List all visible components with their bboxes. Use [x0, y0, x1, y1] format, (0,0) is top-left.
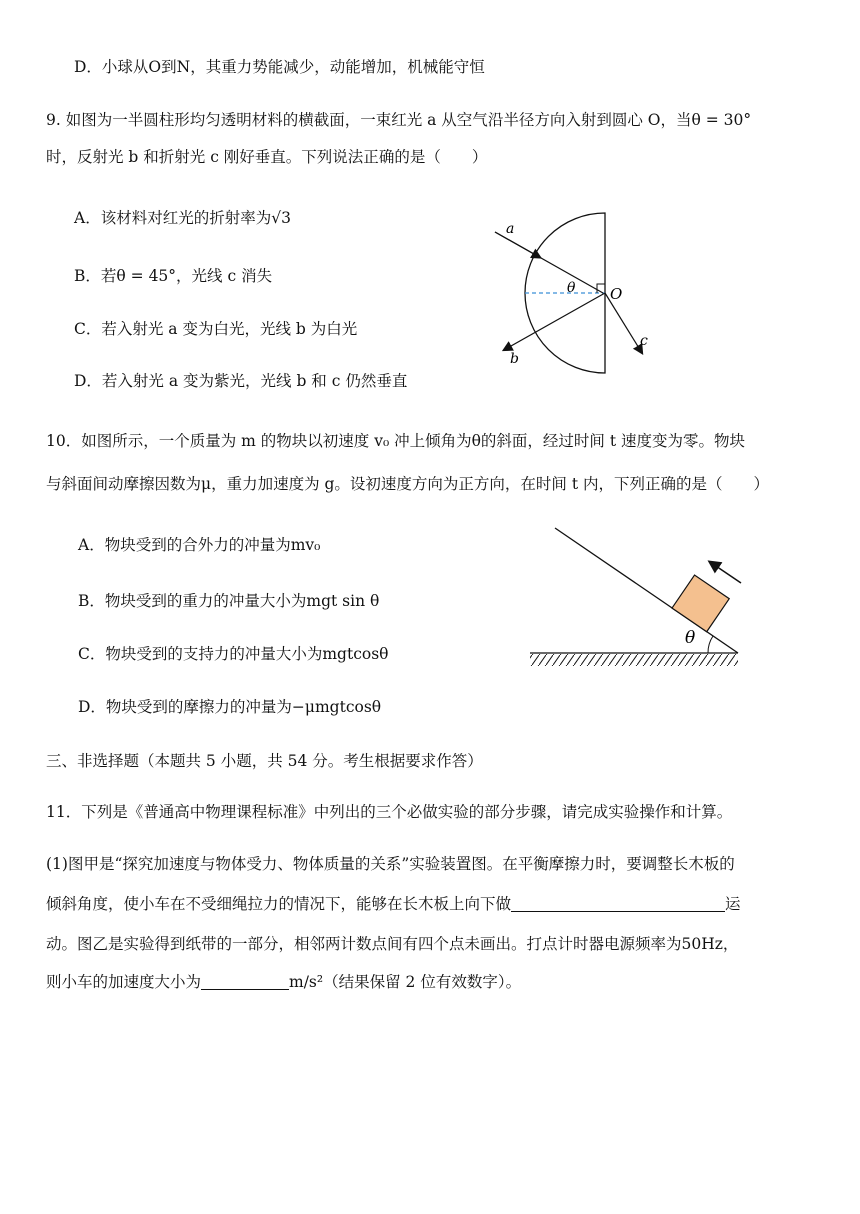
q10-option-a: A．物块受到的合外力的冲量为mv₀ [78, 536, 321, 554]
q10-stem-line1: 10．如图所示，一个质量为 m 的物块以初速度 v₀ 冲上倾角为θ的斜面，经过时间 t 速度变为零。物块 [46, 432, 746, 450]
q8-option-d: D．小球从O到N，其重力势能减少，动能增加，机械能守恒 [74, 58, 485, 76]
q11-p1-line1: (1)图甲是“探究加速度与物体受力、物体质量的关系”实验装置图。在平衡摩擦力时，要调整长木板的 [46, 855, 735, 873]
q11-p1-line4 [46, 971, 521, 993]
q11-stem: 11．下列是《普通高中物理课程标准》中列出的三个必做实验的部分步骤，请完成实验操作和计算。 [46, 803, 733, 821]
q11-p1-line2-text: 倾斜角度，使小车在不受细绳拉力的情况下，能够在长木板上向下做 [46, 895, 512, 913]
label-a: a [506, 221, 515, 237]
q10-option-d: D．物块受到的摩擦力的冲量为−μmgtcosθ [78, 698, 382, 716]
q11-p1-line4-end: m/s²（结果保留 2 位有效数字）。 [289, 973, 522, 991]
label-o: O [610, 285, 623, 303]
q10-stem-line2: 与斜面间动摩擦因数为μ，重力加速度为 g。设初速度方向为正方向，在时间 t 内，下列正确的是（ ） [46, 475, 770, 493]
label-c: c [640, 333, 648, 349]
reflected-ray-b [504, 293, 605, 350]
q11-p1-line4-text: 则小车的加速度大小为 [46, 973, 202, 991]
q9-stem-line2: 时，反射光 b 和折射光 c 刚好垂直。下列说法正确的是（ ） [46, 148, 488, 166]
q9-option-b: B．若θ = 45°，光线 c 消失 [74, 267, 273, 285]
block [672, 575, 729, 632]
section3-heading: 三、非选择题（本题共 5 小题，共 54 分。考生根据要求作答） [46, 752, 483, 770]
ground-hatch [530, 654, 738, 666]
label-theta-9: θ [567, 280, 576, 296]
q10-incline-figure [525, 525, 750, 675]
q10-option-b: B．物块受到的重力的冲量大小为mgt sin θ [78, 592, 380, 610]
q9-option-d: D．若入射光 a 变为紫光，光线 b 和 c 仍然垂直 [74, 372, 408, 390]
answer-blank-motion[interactable] [511, 895, 725, 912]
q11-p1-line3: 动。图乙是实验得到纸带的一部分，相邻两计数点间有四个点未画出。打点计时器电源频率为50Hz， [46, 935, 739, 953]
semicircle-outline [525, 213, 605, 373]
q11-p1-line2 [46, 893, 741, 915]
velocity-arrow [710, 562, 741, 583]
angle-arc [708, 636, 713, 653]
q10-option-c: C．物块受到的支持力的冲量大小为mgtcosθ [78, 645, 389, 663]
q9-stem-line1: 9. 如图为一半圆柱形均匀透明材料的横截面，一束红光 a 从空气沿半径方向入射到圆心 O，当θ = 30° [46, 111, 752, 129]
label-theta-10: θ [685, 628, 696, 648]
answer-blank-acceleration[interactable] [201, 973, 289, 990]
q9-option-c: C．若入射光 a 变为白光，光线 b 为白光 [74, 320, 358, 338]
q9-semicircle-figure [480, 205, 680, 385]
q11-p1-line2-end: 运 [725, 895, 741, 913]
label-b: b [510, 351, 519, 367]
q9-option-a: A．该材料对红光的折射率为√3 [74, 209, 291, 227]
